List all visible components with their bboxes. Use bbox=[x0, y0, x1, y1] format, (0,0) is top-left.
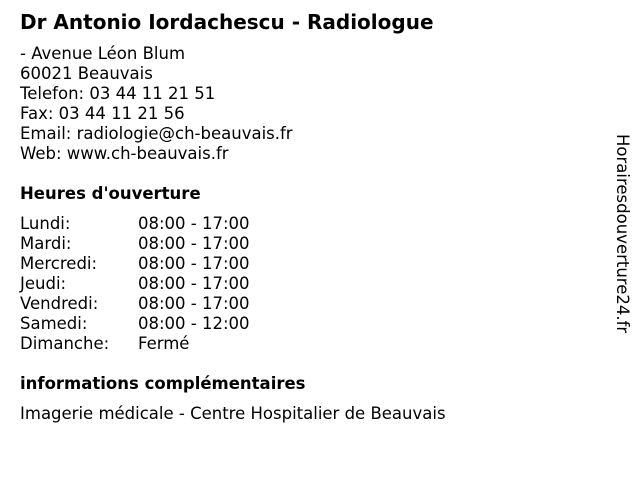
hours-time: 08:00 - 17:00 bbox=[138, 254, 250, 273]
additional-info-text: Imagerie médicale - Centre Hospitalier de Beauvais bbox=[20, 404, 446, 423]
fax-line: Fax: 03 44 11 21 56 bbox=[20, 104, 185, 123]
hours-day: Jeudi: bbox=[20, 274, 67, 293]
phone-line: Telefon: 03 44 11 21 51 bbox=[20, 84, 216, 103]
additional-info-heading: informations complémentaires bbox=[20, 374, 306, 393]
page-title: Dr Antonio Iordachescu - Radiologue bbox=[20, 10, 434, 34]
hours-day: Mercredi: bbox=[20, 254, 98, 273]
hours-day: Lundi: bbox=[20, 214, 71, 233]
hours-day: Samedi: bbox=[20, 314, 88, 333]
hours-time: 08:00 - 17:00 bbox=[138, 234, 250, 253]
address-line: - Avenue Léon Blum bbox=[20, 44, 186, 63]
web-line: Web: www.ch-beauvais.fr bbox=[20, 144, 229, 163]
contact-block bbox=[20, 44, 293, 164]
hours-day: Mardi: bbox=[20, 234, 72, 253]
city-line: 60021 Beauvais bbox=[20, 64, 153, 83]
email-line: Email: radiologie@ch-beauvais.fr bbox=[20, 124, 293, 143]
hours-row-sunday bbox=[20, 334, 250, 354]
hours-time: 08:00 - 17:00 bbox=[138, 214, 250, 233]
hours-day: Dimanche: bbox=[20, 334, 110, 353]
opening-hours-heading: Heures d'ouverture bbox=[20, 184, 201, 203]
site-watermark: Horairesdouverture24.fr bbox=[613, 134, 632, 334]
hours-row-wednesday bbox=[20, 254, 250, 274]
hours-time: 08:00 - 12:00 bbox=[138, 314, 250, 333]
hours-row-friday bbox=[20, 294, 250, 314]
hours-row-thursday bbox=[20, 274, 250, 294]
hours-time: Fermé bbox=[138, 334, 190, 353]
opening-hours-table bbox=[20, 214, 250, 354]
hours-row-tuesday bbox=[20, 234, 250, 254]
hours-time: 08:00 - 17:00 bbox=[138, 274, 250, 293]
hours-row-monday bbox=[20, 214, 250, 234]
hours-day: Vendredi: bbox=[20, 294, 99, 313]
hours-row-saturday bbox=[20, 314, 250, 334]
hours-time: 08:00 - 17:00 bbox=[138, 294, 250, 313]
